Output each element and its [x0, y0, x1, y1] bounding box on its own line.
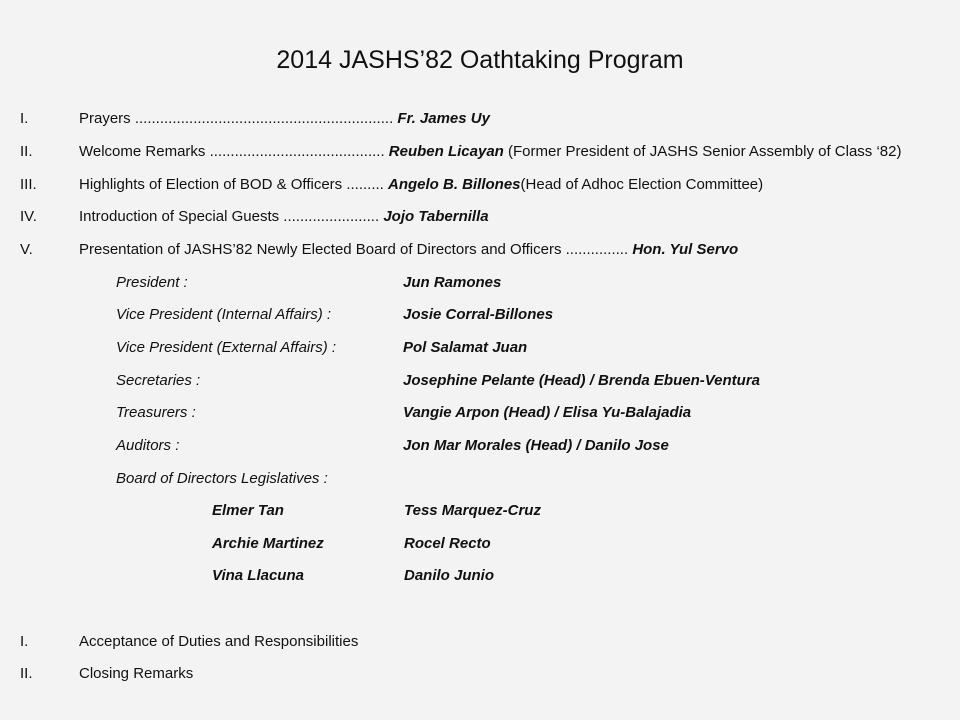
program-item-highlights: [0, 173, 960, 197]
program-item-welcome: [0, 140, 960, 164]
board-member-name: Tess Marquez-Cruz: [404, 502, 541, 519]
page-title: 2014 JASHS’82 Oathtaking Program: [276, 46, 684, 74]
board-heading-row: [0, 467, 960, 491]
program-item-introduction: [0, 205, 960, 229]
officer-name: Jun Ramones: [403, 274, 502, 291]
item-text: [79, 107, 490, 131]
officer-role: Vice President (Internal Affairs) :: [116, 306, 332, 323]
item-number: II.: [20, 143, 33, 160]
item-label: Presentation of JASHS’82 Newly Elected Board of Directors and Officers ...............: [79, 241, 629, 258]
item-note: (Head of Adhoc Election Committee): [520, 176, 764, 193]
item-label: Highlights of Election of BOD & Officers .........: [79, 176, 384, 193]
item-speaker: Jojo Tabernilla: [383, 208, 489, 225]
closing-item-remarks: [0, 662, 960, 686]
item-text: [79, 238, 738, 262]
officer-role: Treasurers :: [116, 404, 196, 421]
board-member-name: Rocel Recto: [404, 535, 491, 552]
board-member-row: [0, 499, 960, 523]
board-member-name: Danilo Junio: [404, 567, 494, 584]
officer-row-vp-internal: [0, 303, 960, 327]
item-label: Closing Remarks: [79, 665, 194, 682]
item-label: Welcome Remarks ..........................................: [79, 143, 385, 160]
item-text: [79, 173, 763, 197]
program-item-prayers: [0, 107, 960, 131]
officer-row-secretaries: [0, 369, 960, 393]
officer-row-treasurers: [0, 401, 960, 425]
item-number: V.: [20, 241, 33, 258]
officer-row-auditors: [0, 434, 960, 458]
item-text: [79, 205, 489, 229]
officer-name: Josephine Pelante (Head) / Brenda Ebuen-Ventura: [403, 372, 761, 389]
item-label: Prayers ..............................................................: [79, 110, 394, 127]
item-label: Introduction of Special Guests .......................: [79, 208, 380, 225]
item-speaker: Fr. James Uy: [397, 110, 490, 127]
officer-name: Vangie Arpon (Head) / Elisa Yu-Balajadia: [403, 404, 692, 421]
officer-row-president: [0, 271, 960, 295]
officer-name: Jon Mar Morales (Head) / Danilo Jose: [403, 437, 669, 454]
officer-name: Josie Corral-Billones: [403, 306, 554, 323]
program-item-presentation: [0, 238, 960, 262]
item-number: I.: [20, 110, 29, 127]
board-member-name: Elmer Tan: [212, 502, 284, 519]
item-speaker: Angelo B. Billones: [388, 176, 521, 193]
item-label: Acceptance of Duties and Responsibilities: [79, 633, 359, 650]
board-heading: Board of Directors Legislatives :: [116, 470, 328, 487]
item-number: III.: [20, 176, 37, 193]
officer-role: Auditors :: [116, 437, 180, 454]
item-number: II.: [20, 665, 33, 682]
item-note: (Former President of JASHS Senior Assembly of Class ‘82): [503, 143, 902, 160]
officer-role: Vice President (External Affairs) :: [116, 339, 337, 356]
officer-role: Secretaries :: [116, 372, 201, 389]
item-speaker: Hon. Yul Servo: [632, 241, 739, 258]
closing-item-acceptance: [0, 630, 960, 654]
officer-row-vp-external: [0, 336, 960, 360]
item-speaker: Reuben Licayan: [388, 143, 504, 160]
board-member-name: Vina Llacuna: [212, 567, 304, 584]
item-number: I.: [20, 633, 29, 650]
board-member-row: [0, 532, 960, 556]
board-member-name: Archie Martinez: [212, 535, 324, 552]
board-member-row: [0, 564, 960, 588]
item-text: [79, 140, 901, 164]
officer-name: Pol Salamat Juan: [403, 339, 528, 356]
officer-role: President :: [116, 274, 188, 291]
item-number: IV.: [20, 208, 37, 225]
